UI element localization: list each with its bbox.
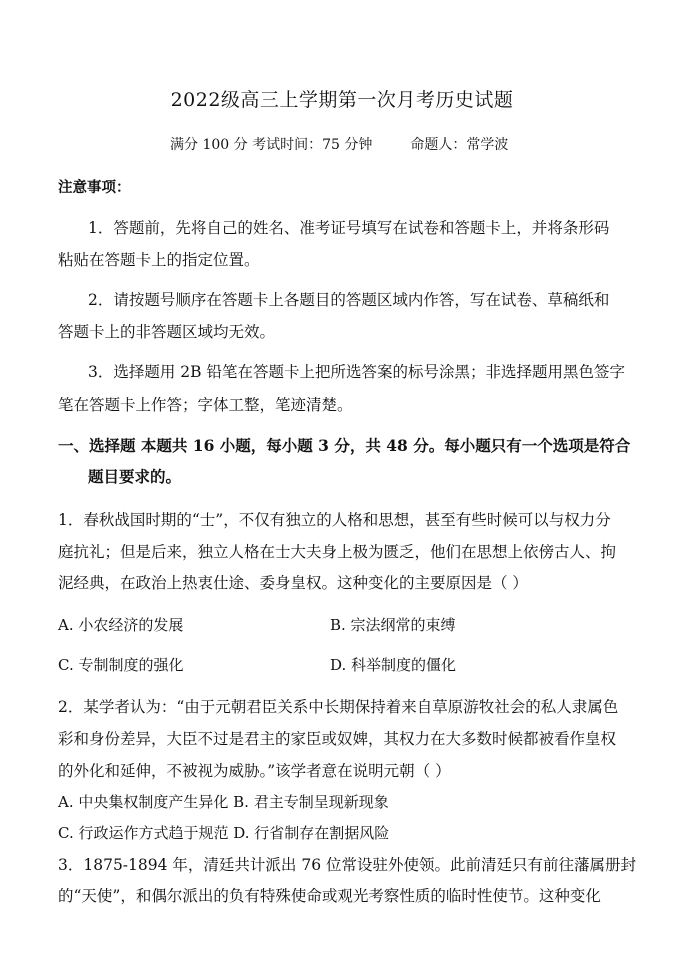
notice-item-2-line-2: 答题卡上的非答题区域均无效。 [58,323,276,341]
question-3-line-2: 的“天使”，和偶尔派出的负有特殊使命或观光考察性质的临时性使节。这种变化 [58,887,601,905]
exam-info [170,135,508,155]
question-1-option-a: A. 小农经济的发展 [58,616,184,634]
notice-item-1-line-1: 1．答题前，先将自己的姓名、准考证号填写在试卷和答题卡上，并将条形码 [88,219,610,237]
notice-item-1-line-2: 粘贴在答题卡上的指定位置。 [58,251,260,269]
section-heading-line-1: 一、选择题 本题共 16 小题，每小题 3 分，共 48 分。每小题只有一个选项是符合 [58,436,631,455]
question-2-options-cd: C. 行政运作方式趋于规范 D. 行省制存在割据风险 [58,824,390,842]
notice-heading: 注意事项： [58,179,131,196]
question-1-line-1: 1．春秋战国时期的“士”，不仅有独立的人格和思想，甚至有些时候可以与权力分 [58,511,611,529]
notice-item-2-line-1: 2．请按题号顺序在答题卡上各题目的答题区域内作答，写在试卷、草稿纸和 [88,291,610,309]
score-time-info: 满分 100 分 考试时间：75 分钟 [170,137,373,153]
question-2-options-ab: A. 中央集权制度产生异化 B. 君主专制呈现新现象 [58,793,389,811]
page-title: 2022级高三上学期第一次月考历史试题 [170,89,514,111]
question-2-line-1: 2．某学者认为：“由于元朝君臣关系中长期保持着来自草原游牧社会的私人隶属色 [58,698,619,716]
question-3-line-1: 3．1875-1894 年，清廷共计派出 76 位常设驻外使领。此前清廷只有前往藩属册封 [58,856,636,874]
question-1-line-3: 泥经典，在政治上热衷仕途、委身皇权。这种变化的主要原因是（ ） [58,574,528,592]
question-2-line-2: 彩和身份差异，大臣不过是君主的家臣或奴婢，其权力在大多数时候都被看作皇权 [58,730,617,748]
question-1-option-b: B. 宗法纲常的束缚 [330,616,456,634]
notice-item-3-line-1: 3．选择题用 2B 铅笔在答题卡上把所选答案的标号涂黑；非选择题用黑色签字 [88,363,625,381]
question-1-option-d: D. 科举制度的僵化 [330,656,457,674]
section-heading-line-2: 题目要求的。 [88,467,182,486]
question-1-option-c: C. 专制制度的强化 [58,656,184,674]
question-2-line-3: 的外化和延伸，不被视为威胁。”该学者意在说明元朝（ ） [58,762,451,780]
question-1-line-2: 庭抗礼；但是后来，独立人格在士大夫身上极为匮乏，他们在思想上依傍古人、拘 [58,543,617,561]
exam-author: 命题人：常学波 [410,137,509,153]
notice-item-3-line-2: 笔在答题卡上作答；字体工整，笔迹清楚。 [58,396,353,414]
